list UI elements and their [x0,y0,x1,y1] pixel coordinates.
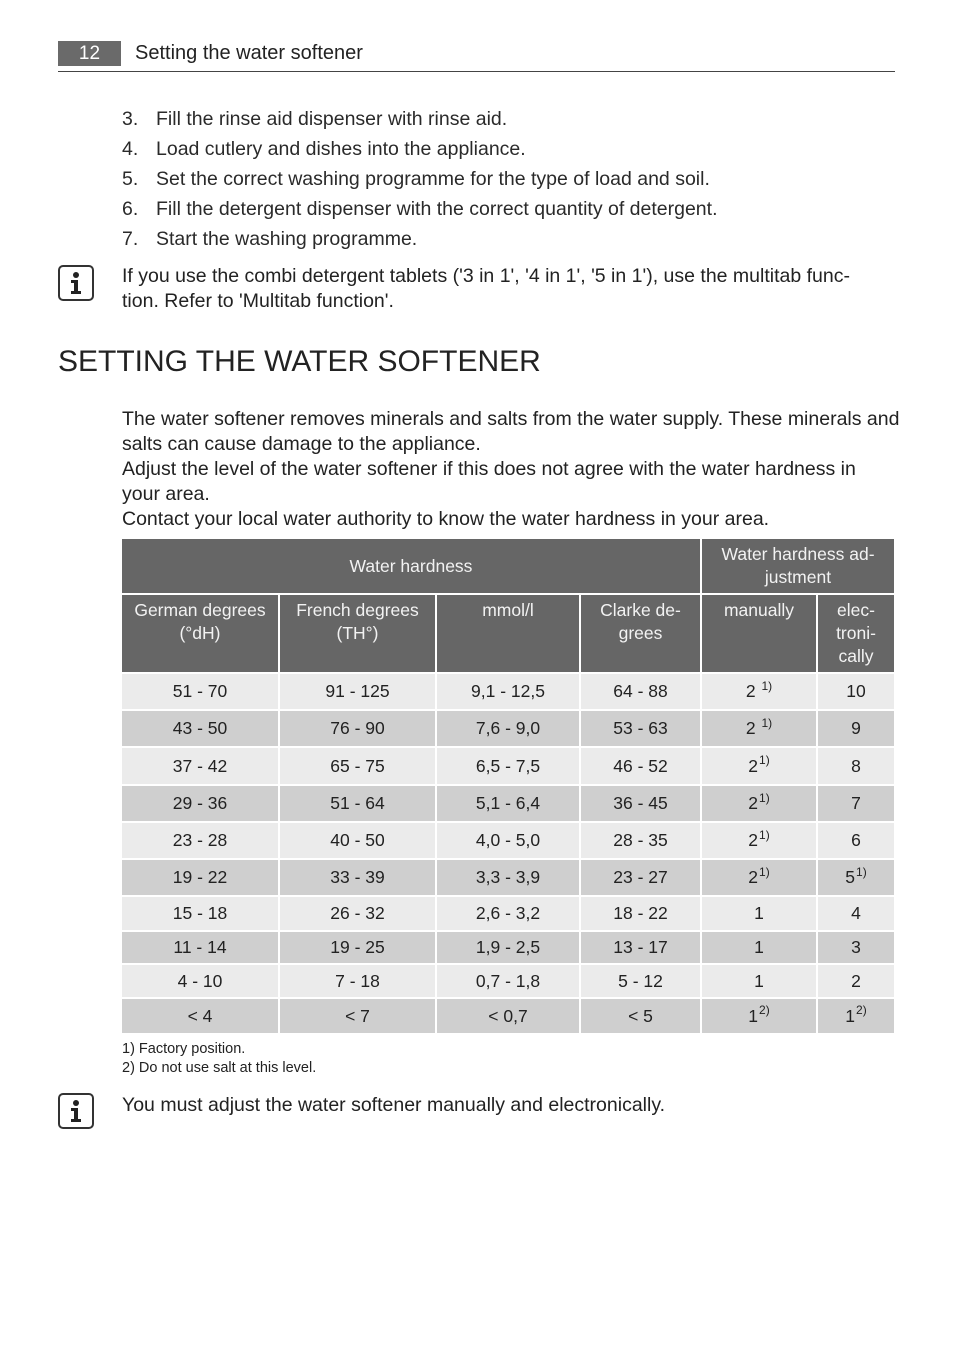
table-cell: 2 $^{1)}$ [702,823,816,858]
table-cell: 11 - 14 [122,932,278,963]
table-cell: 4,0 - 5,0 [437,823,579,858]
info-icon [58,1093,94,1129]
table-cell: 2 $^{1)}$ [702,786,816,821]
table-cell: 5 $^{1)}$ [818,860,894,895]
footnote: 1) Factory position. [122,1041,246,1057]
table-cell: < 4 [122,999,278,1033]
header-cell-water-hardness: Water hardness [122,539,700,593]
table-cell: 65 - 75 [280,748,435,784]
table-cell: 5 - 12 [581,965,700,997]
footnote-ref: 1) [856,864,867,879]
table-cell: 10 [818,674,894,709]
list-item: 7. Start the washing programme. [122,228,418,250]
info-icon [58,265,94,301]
table-cell: 13 - 17 [581,932,700,963]
table-cell: 23 - 27 [581,860,700,895]
table-cell: < 7 [280,999,435,1033]
table-cell: 51 - 64 [280,786,435,821]
table-cell: < 0,7 [437,999,579,1033]
table-cell: 33 - 39 [280,860,435,895]
adjust-note: You must adjust the water softener manually and electronically. [122,1094,666,1116]
table-cell: 76 - 90 [280,711,435,746]
table-cell: 1 $^{2)}$ [702,999,816,1033]
column-header: manually [702,595,816,672]
table-cell: 2 [818,965,894,997]
column-header: mmol/l [437,595,579,672]
table-cell: 1 [702,897,816,930]
table-cell: 37 - 42 [122,748,278,784]
steps-list [122,104,717,254]
table-cell: 2 $^{1)}$ [702,711,816,746]
footnote: 2) Do not use salt at this level. [122,1060,317,1076]
table-cell: 43 - 50 [122,711,278,746]
table-cell: 9 [818,711,894,746]
table-cell: 53 - 63 [581,711,700,746]
footnote-ref: 1) [759,827,770,842]
table-cell: 8 [818,748,894,784]
table-cell: 15 - 18 [122,897,278,930]
table-cell: 2,6 - 3,2 [437,897,579,930]
column-header: French degrees (TH°) [280,595,435,672]
table-cell: 1 [702,932,816,963]
table-cell: 3,3 - 3,9 [437,860,579,895]
table-cell: 19 - 22 [122,860,278,895]
footnote-ref: 1) [759,753,770,767]
table-cell: 28 - 35 [581,823,700,858]
table-cell: 7 - 18 [280,965,435,997]
table-cell: 26 - 32 [280,897,435,930]
header-title: Setting the water softener [135,42,363,64]
list-item: 5. Set the correct washing programme for the type of load and soil. [122,168,710,190]
table-cell: 6 [818,823,894,858]
multitab-note: If you use the combi detergent tablets ('3 in 1', '4 in 1', '5 in 1'), use the multitab func- tion. Refer to 'Multitab function'. [122,265,850,312]
page-header [58,41,895,72]
table-cell: 91 - 125 [280,674,435,709]
table-cell: 7 [818,786,894,821]
table-cell: 7,6 - 9,0 [437,711,579,746]
footnote-ref: 1) [759,790,770,805]
table-cell: 18 - 22 [581,897,700,930]
table-cell: 46 - 52 [581,748,700,784]
column-header: Clarke de- grees [581,595,700,672]
table-cell: 2 $^{1)}$ [702,748,816,784]
table-cell: 19 - 25 [280,932,435,963]
table-cell: 2 $^{1)}$ [702,860,816,895]
footnote-ref: 2) [856,1003,867,1017]
footnote-ref: 1) [761,715,773,730]
header-cell-adjustment: Water hardness ad- justment [702,539,894,593]
table-cell: 23 - 28 [122,823,278,858]
intro-text: The water softener removes minerals and salts from the water supply. These minerals and salts can cause damage to the appliance. Adjust the level of the water softener if this does not agree with the water hardness in your area. Contact your local water authority to know the water hardness in your area. [122,408,900,530]
table-cell: 1 $^{2)}$ [818,999,894,1033]
table-cell: 64 - 88 [581,674,700,709]
column-header: German degrees (°dH) [122,595,278,672]
list-item: 6. Fill the detergent dispenser with the correct quantity of detergent. [122,198,718,220]
table-cell: < 5 [581,999,700,1033]
table-cell: 40 - 50 [280,823,435,858]
table-cell: 4 [818,897,894,930]
list-item: 4. Load cutlery and dishes into the appliance. [122,138,526,160]
table-cell: 1 [702,965,816,997]
column-header: elec- troni- cally [818,595,894,672]
table-cell: 3 [818,932,894,963]
footnotes [122,1040,316,1078]
table-cell: 1,9 - 2,5 [437,932,579,963]
footnote-ref: 1) [761,678,773,693]
table-cell: 36 - 45 [581,786,700,821]
table-cell: 6,5 - 7,5 [437,748,579,784]
page-number: 12 [58,41,121,66]
table-cell: 2 $^{1)}$ [702,674,816,709]
table-cell: 51 - 70 [122,674,278,709]
table-cell: 5,1 - 6,4 [437,786,579,821]
list-item: 3. Fill the rinse aid dispenser with rinse aid. [122,108,508,130]
section-title: SETTING THE WATER SOFTENER [58,345,541,378]
footnote-ref: 2) [759,1003,770,1017]
table-cell: 4 - 10 [122,965,278,997]
table-cell: 29 - 36 [122,786,278,821]
footnote-ref: 1) [759,864,770,879]
table-cell: 0,7 - 1,8 [437,965,579,997]
table-cell: 9,1 - 12,5 [437,674,579,709]
